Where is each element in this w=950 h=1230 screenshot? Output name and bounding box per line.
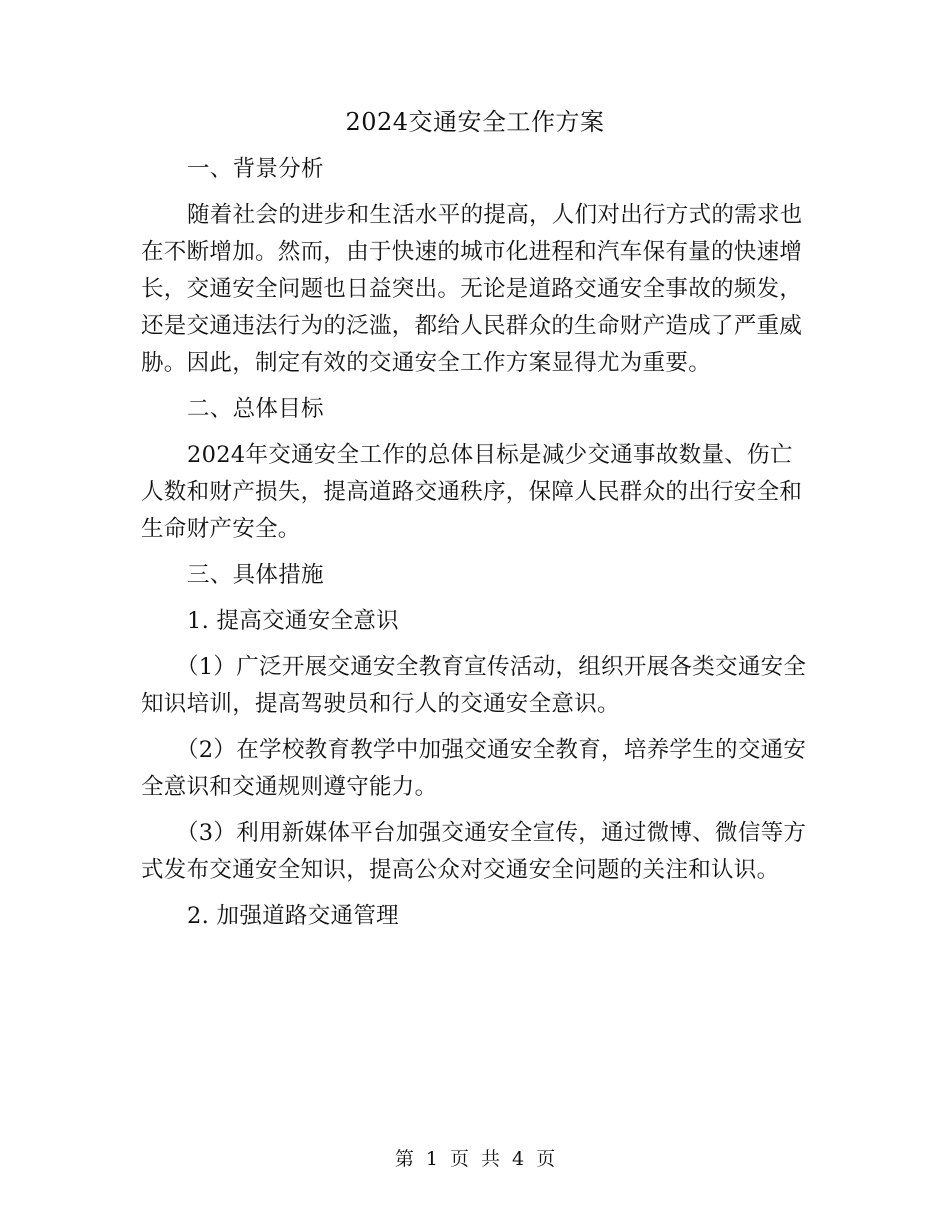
section-heading-background: 一、背景分析 <box>187 156 324 182</box>
paragraph-background: 随着社会的进步和生活水平的提高，人们对出行方式的需求也在不断增加。然而，由于快速的城市化进程和汽车保有量的快速增长，交通安全问题也日益突出。无论是道路交通安全事故的频发，还是交通违法行为的泛滥，都给人民群众的生命财产造成了严重威胁。因此，制定有效的交通安全工作方案显得尤为重要。 <box>141 202 803 376</box>
document-body <box>141 151 809 944</box>
list-item: （3）利用新媒体平台加强交通安全宣传，通过微博、微信等方式发布交通安全知识，提高公众对交通安全问题的关注和认识。 <box>141 820 807 883</box>
section-heading-goal: 二、总体目标 <box>187 396 324 422</box>
list-item: （2）在学校教育教学中加强交通安全教育，培养学生的交通安全意识和交通规则遵守能力。 <box>141 737 807 800</box>
subheading-measure-1: 1. 提高交通安全意识 <box>187 608 399 634</box>
list-item: （1）广泛开展交通安全教育宣传活动，组织开展各类交通安全知识培训，提高驾驶员和行人的交通安全意识。 <box>141 654 807 717</box>
subheading-measure-2: 2. 加强道路交通管理 <box>187 903 399 929</box>
section-heading-measures: 三、具体措施 <box>187 562 324 588</box>
paragraph-goal: 2024年交通安全工作的总体目标是减少交通事故数量、伤亡人数和财产损失，提高道路交通秩序，保障人民群众的出行安全和生命财产安全。 <box>141 442 803 542</box>
page-footer: 第 1 页 共 4 页 <box>394 1148 556 1170</box>
document-title: 2024交通安全工作方案 <box>345 108 605 136</box>
